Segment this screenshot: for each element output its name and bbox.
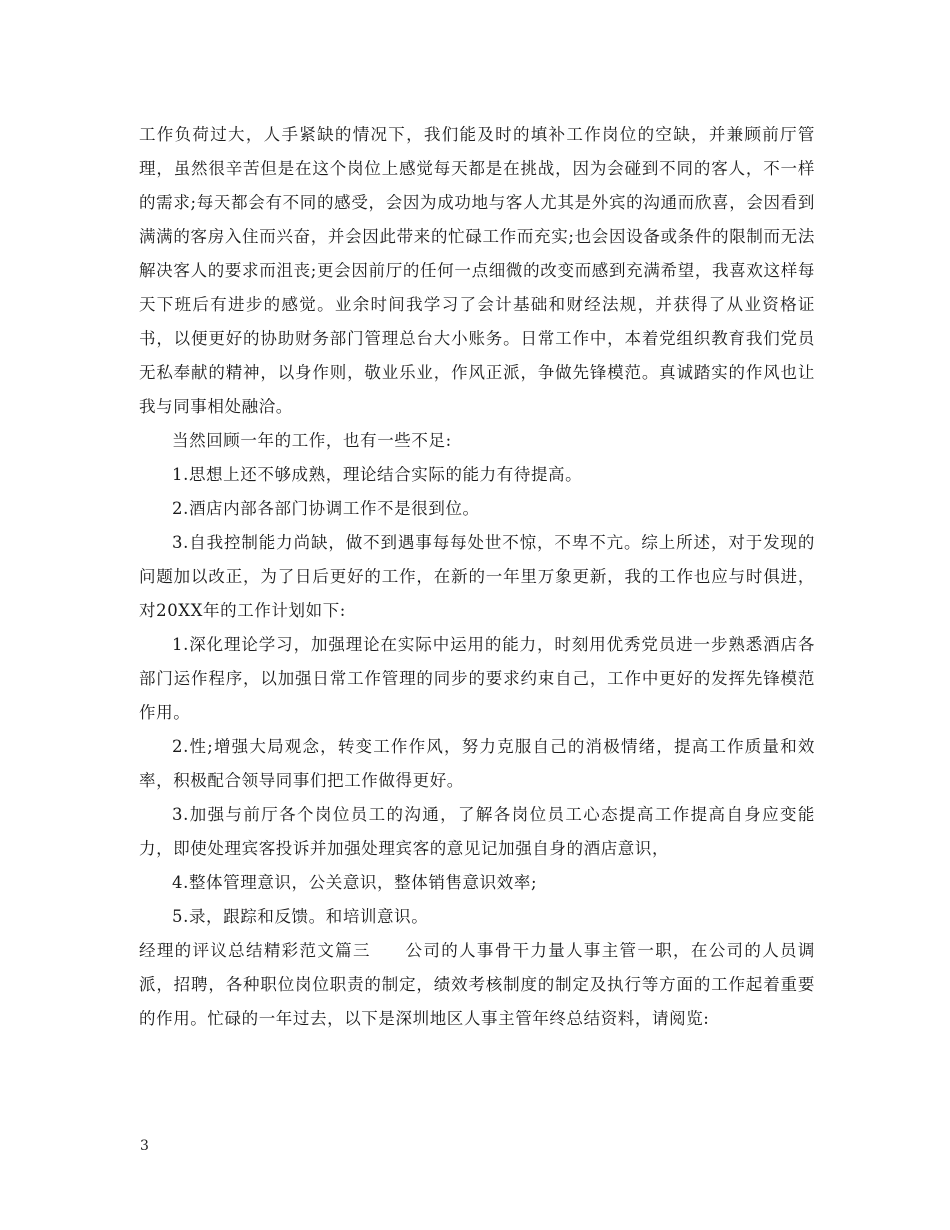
page-number: 3 [140,1138,149,1154]
paragraph-shortcomings-heading: 当然回顾一年的工作，也有一些不足: [172,431,452,450]
paragraph-intro: 工作负荷过大，人手紧缺的情况下，我们能及时的填补工作岗位的空缺，并兼顾前厅管理，虽然很辛苦但是在这个岗位上感觉每天都是在挑战，因为会碰到不同的客人，不一样的需求;每天都会有不同的感受，会因为成功地与客人尤其是外宾的沟通而欣喜，会因看到满满的客房入住而兴奋，并会因此带来的忙碌工作而充实;也会因设备或条件的限制而无法解决客人的要求而沮丧;更会因前厅的任何一点细微的改变而感到充满希望，我喜欢这样每天下班后有进步的感觉。业余时间我学习了会计基础和财经法规，并获得了从业资格证书，以便更好的协助财务部门管理总台大小账务。日常工作中，本着党组织教育我们党员无私奉献的精神，以身作则，敬业乐业，作风正派，争做先锋模范。真诚踏实的作风也让我与同事相处融洽。 [139,125,815,416]
paragraph-shortcoming-1: 1.思想上还不够成熟，理论结合实际的能力有待提高。 [172,465,583,484]
document-body [139,118,815,1036]
paragraph-plan-3: 3.加强与前厅各个岗位员工的沟通，了解各岗位员工心态提高工作提高自身应变能力，即使处理宾客投诉并加强处理宾客的意见记加强自身的酒店意识， [139,805,815,858]
paragraph-plan-1: 1.深化理论学习，加强理论在实际中运用的能力，时刻用优秀党员进一步熟悉酒店各部门运作程序，以加强日常工作管理的同步的要求约束自己，工作中更好的发挥先锋模范作用。 [139,635,815,722]
paragraph-plan-2: 2.性;增强大局观念，转变工作作风，努力克服自己的消极情绪，提高工作质量和效率，积极配合领导同事们把工作做得更好。 [139,737,815,790]
paragraph-plan-4: 4.整体管理意识，公关意识，整体销售意识效率; [172,873,538,892]
section-body: 公司的人事骨干力量人事主管一职，在公司的人员调派，招聘，各种职位岗位职责的制定，绩效考核制度的制定及执行等方面的工作起着重要的作用。忙碌的一年过去，以下是深圳地区人事主管年终总结资料，请阅览: [139,941,815,1028]
paragraph-plan-5: 5.录，跟踪和反馈。和培训意识。 [172,907,429,926]
section-paragraph [139,934,815,1036]
paragraph-shortcoming-2: 2.酒店内部各部门协调工作不是很到位。 [172,499,480,518]
paragraph-shortcoming-3: 3.自我控制能力尚缺，做不到遇事每每处世不惊，不卑不亢。综上所述，对于发现的问题加以改正，为了日后更好的工作，在新的一年里万象更新，我的工作也应与时俱进，对20XX年的工作计划如下: [139,533,815,620]
section-title: 经理的评议总结精彩范文篇三 [139,941,371,960]
